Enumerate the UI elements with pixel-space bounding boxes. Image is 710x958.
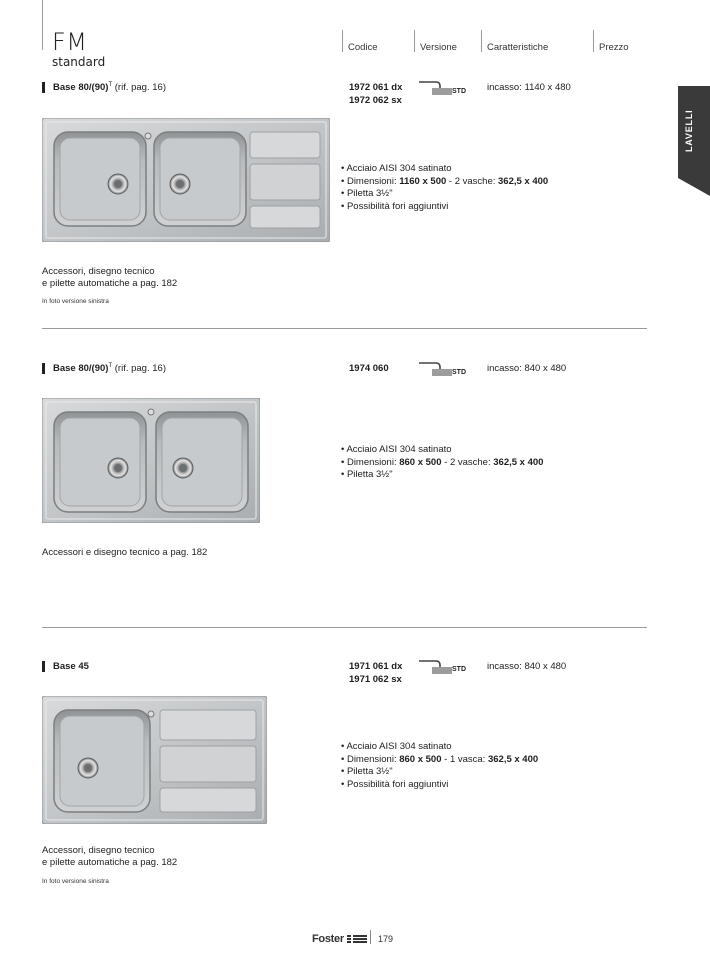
photo-note: In foto versione sinistra: [42, 878, 109, 885]
model-superscript: T: [108, 363, 113, 369]
feature-item: • Dimensioni: 1160 x 500 - 2 vasche: 362,5 x 400: [341, 175, 549, 187]
column-divider: [593, 30, 594, 52]
column-header-caratteristiche: Caratteristiche: [487, 42, 549, 53]
sink-image-single-bowl-drainer: [42, 696, 267, 824]
feature-item: • Acciaio AISI 304 satinato: [341, 163, 452, 174]
model-name: Base 80/(90): [53, 82, 109, 94]
side-tab-label: LAVELLI: [684, 109, 694, 152]
brand-logo: Foster: [312, 933, 367, 945]
model-superscript: T: [108, 82, 113, 88]
footer-divider: [370, 930, 371, 944]
version-label: STD: [452, 369, 466, 376]
product-code: 1974 060: [349, 363, 389, 374]
feature-item: • Piletta 3½": [341, 188, 393, 199]
product-model: [53, 82, 166, 93]
sink-image-double-drainer: [42, 118, 330, 242]
feature-item: • Dimensioni: 860 x 500 - 2 vasche: 362,5 x 400: [341, 456, 544, 468]
version-label: STD: [452, 666, 466, 673]
header-divider: [42, 0, 43, 50]
feature-item: • Acciaio AISI 304 satinato: [341, 444, 452, 455]
product-code: 1971 062 sx: [349, 673, 402, 685]
feature-item: • Acciaio AISI 304 satinato: [341, 741, 452, 752]
accessories-note: Accessori e disegno tecnico a pag. 182: [42, 547, 208, 558]
features-list: [341, 163, 548, 213]
section-separator: [42, 328, 647, 329]
product-codes: [349, 82, 402, 107]
product-codes: [349, 363, 389, 376]
brand-logo-mark: [347, 935, 367, 943]
features-list: [341, 444, 543, 482]
product-model: [53, 363, 166, 374]
page-title: FM: [52, 28, 88, 56]
column-divider: [342, 30, 343, 52]
page-number: 179: [378, 934, 394, 944]
feature-item: • Possibilità fori aggiuntivi: [341, 200, 449, 212]
product-model: [53, 661, 89, 672]
section-separator: [42, 627, 647, 628]
incasso-size: incasso: 840 x 480: [487, 661, 567, 672]
column-divider: [414, 30, 415, 52]
product-code: 1972 062 sx: [349, 94, 402, 106]
section-marker: [42, 661, 45, 672]
product-codes: [349, 661, 402, 686]
page-subtitle: standard: [52, 55, 106, 69]
section-marker: [42, 363, 45, 374]
column-header-prezzo: Prezzo: [599, 42, 629, 53]
product-code: 1972 061 dx: [349, 82, 403, 93]
model-name: Base 80/(90): [53, 363, 109, 375]
column-divider: [481, 30, 482, 52]
incasso-size: incasso: 840 x 480: [487, 363, 567, 374]
photo-note: In foto versione sinistra: [42, 298, 109, 305]
model-name: Base 45: [53, 661, 89, 672]
feature-item: • Dimensioni: 860 x 500 - 1 vasca: 362,5 x 400: [341, 753, 539, 765]
column-header-versione: Versione: [420, 42, 457, 53]
accessories-note: Accessori, disegno tecnico e pilette automatiche a pag. 182: [42, 266, 178, 289]
incasso-size: incasso: 1140 x 480: [487, 82, 571, 93]
version-label: STD: [452, 88, 466, 95]
model-reference: (rif. pag. 16): [112, 82, 166, 94]
feature-item: • Possibilità fori aggiuntivi: [341, 778, 449, 790]
sink-image-double-bowl: [42, 398, 260, 523]
column-header-codice: Codice: [348, 42, 378, 53]
model-reference: (rif. pag. 16): [112, 363, 166, 375]
product-code: 1971 061 dx: [349, 661, 403, 672]
section-marker: [42, 82, 45, 93]
features-list: [341, 741, 538, 791]
feature-item: • Piletta 3½": [341, 766, 393, 777]
feature-item: • Piletta 3½": [341, 469, 393, 480]
accessories-note: Accessori, disegno tecnico e pilette automatiche a pag. 182: [42, 845, 178, 868]
